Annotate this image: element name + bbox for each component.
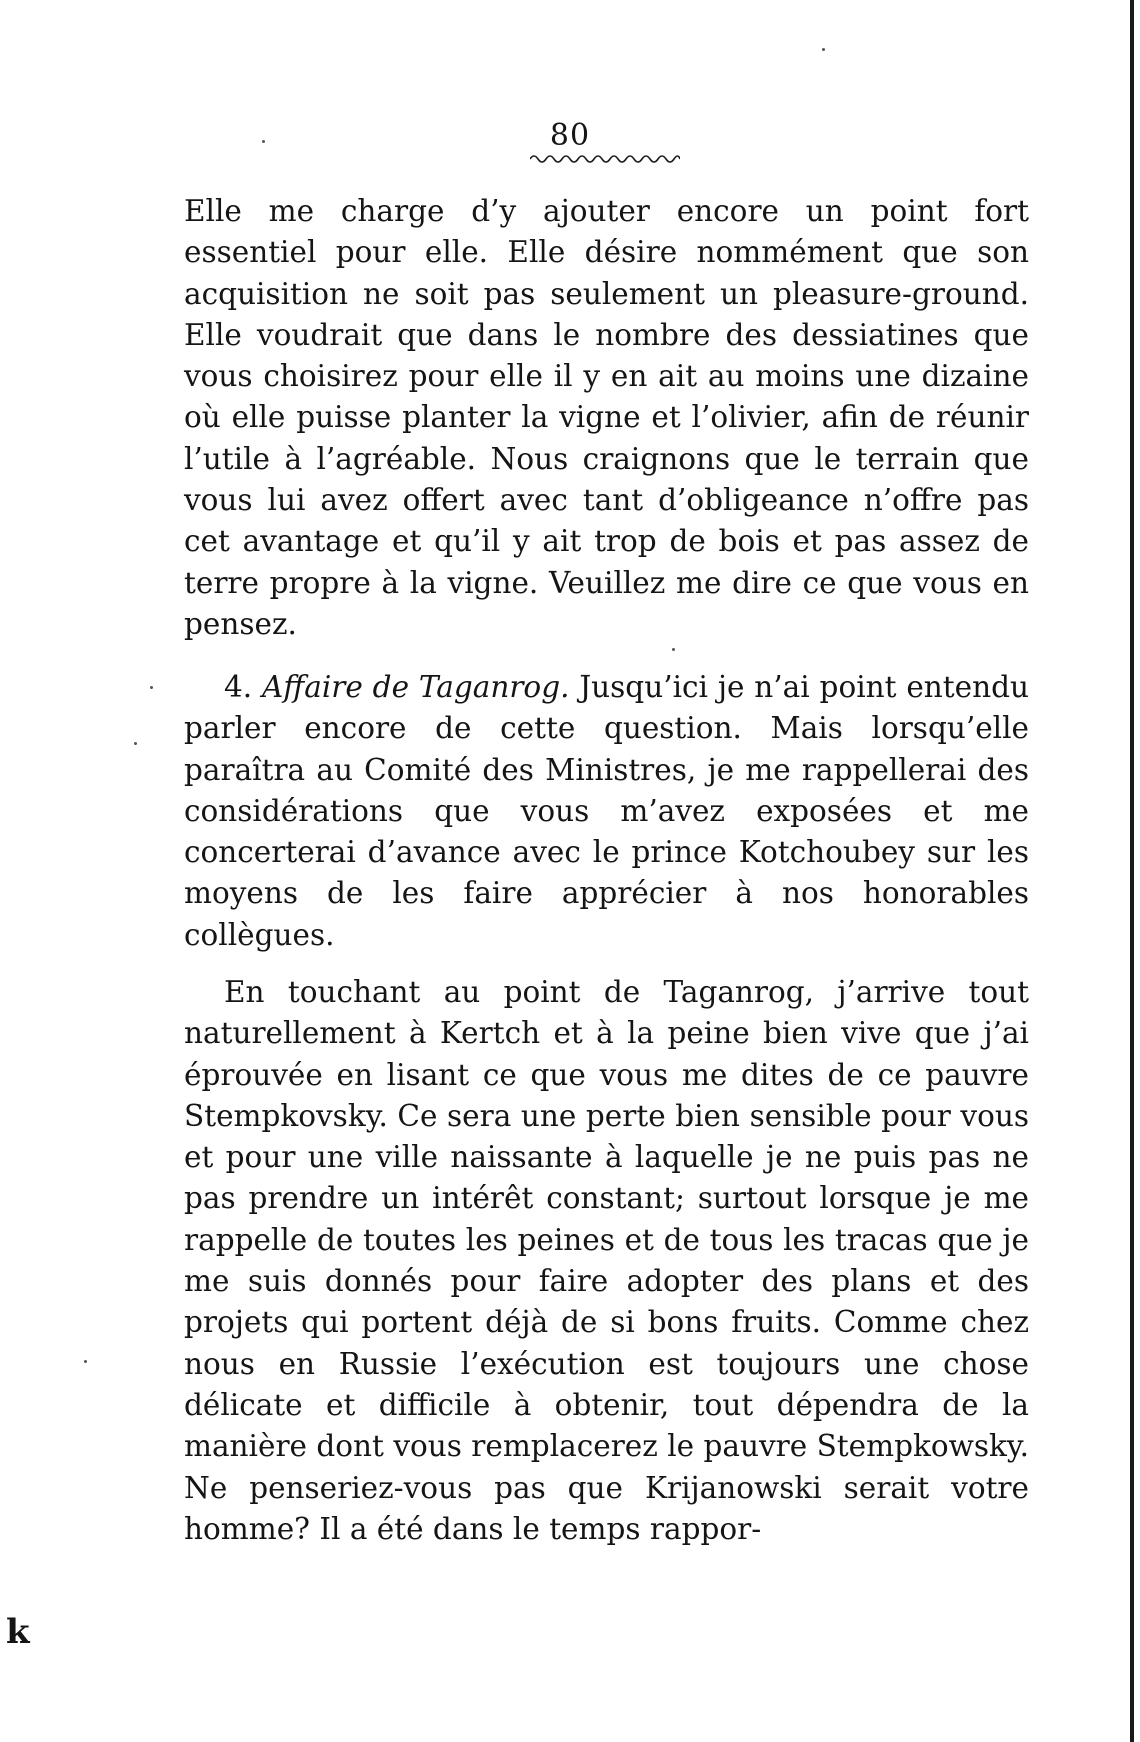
- paragraph-vineyard-request: [184, 191, 1029, 645]
- section-title: Affaire de Taganrog.: [262, 670, 570, 704]
- scan-speck: [262, 140, 265, 143]
- page-number: [0, 118, 1140, 155]
- scan-speck: [822, 48, 825, 51]
- scan-speck: [84, 1360, 87, 1363]
- paragraph-text: Elle me charge d’y ajouter encore un point fort essentiel pour elle. Elle désire nommément que son acquisition ne soit pas seulement un pleasure-ground. Elle voudrait que dans le nombre des dessiatines que vous choisirez pour elle il y en ait au moins une dizaine où elle puisse planter la vigne et l’olivier, afin de réunir l’utile à l’agréable. Nous craignons que le terrain que vous lui avez offert avec tant d’obligeance n’offre pas cet avantage et qu’il y ait trop de bois et pas assez de terre propre à la vigne. Veuillez me dire ce que vous en pensez.: [184, 194, 1029, 641]
- paragraph-kertch: [184, 972, 1029, 1550]
- section-number: 4.: [224, 670, 253, 704]
- paragraph-text: En touchant au point de Taganrog, j’arrive tout naturellement à Kertch et à la peine bien vive que j’ai éprouvée en lisant ce que vous me dites de ce pauvre Stempkovsky. Ce sera une perte bien sensible pour vous et pour une ville naissante à laquelle je ne puis pas ne pas prendre un intérêt constant; surtout lorsque je me rappelle de toutes les peines et de tous les tracas que je me suis donnés pour faire adopter des plans et des projets qui portent déjà de si bons fruits. Comme chez nous en Russie l’exécution est toujours une chose délicate et difficile à obtenir, tout dépendra de la manière dont vous remplacerez le pauvre Stempkowsky. Ne penseriez-vous pas que Krijanowski serait votre homme? Il a été dans le temps rappor-: [184, 975, 1029, 1546]
- scan-speck: [150, 686, 153, 689]
- margin-mark: k: [6, 1612, 30, 1652]
- page-number-text: 80: [549, 118, 591, 153]
- scan-speck: [672, 648, 675, 651]
- paragraph-text: Jusqu’ici je n’ai point entendu parler encore de cette question. Mais lorsqu’elle paraîtra au Comité des Ministres, je me rappellerai des considérations que vous m’avez exposées et me concerterai d’avance avec le prince Kotchoubey sur les moyens de les faire apprécier à nos honorables collègues.: [184, 670, 1030, 952]
- page-edge-rule: [1130, 0, 1134, 1742]
- paragraph-taganrog-affair: [184, 667, 1029, 956]
- wavy-ornament-icon: [530, 152, 680, 166]
- scan-speck: [134, 742, 137, 745]
